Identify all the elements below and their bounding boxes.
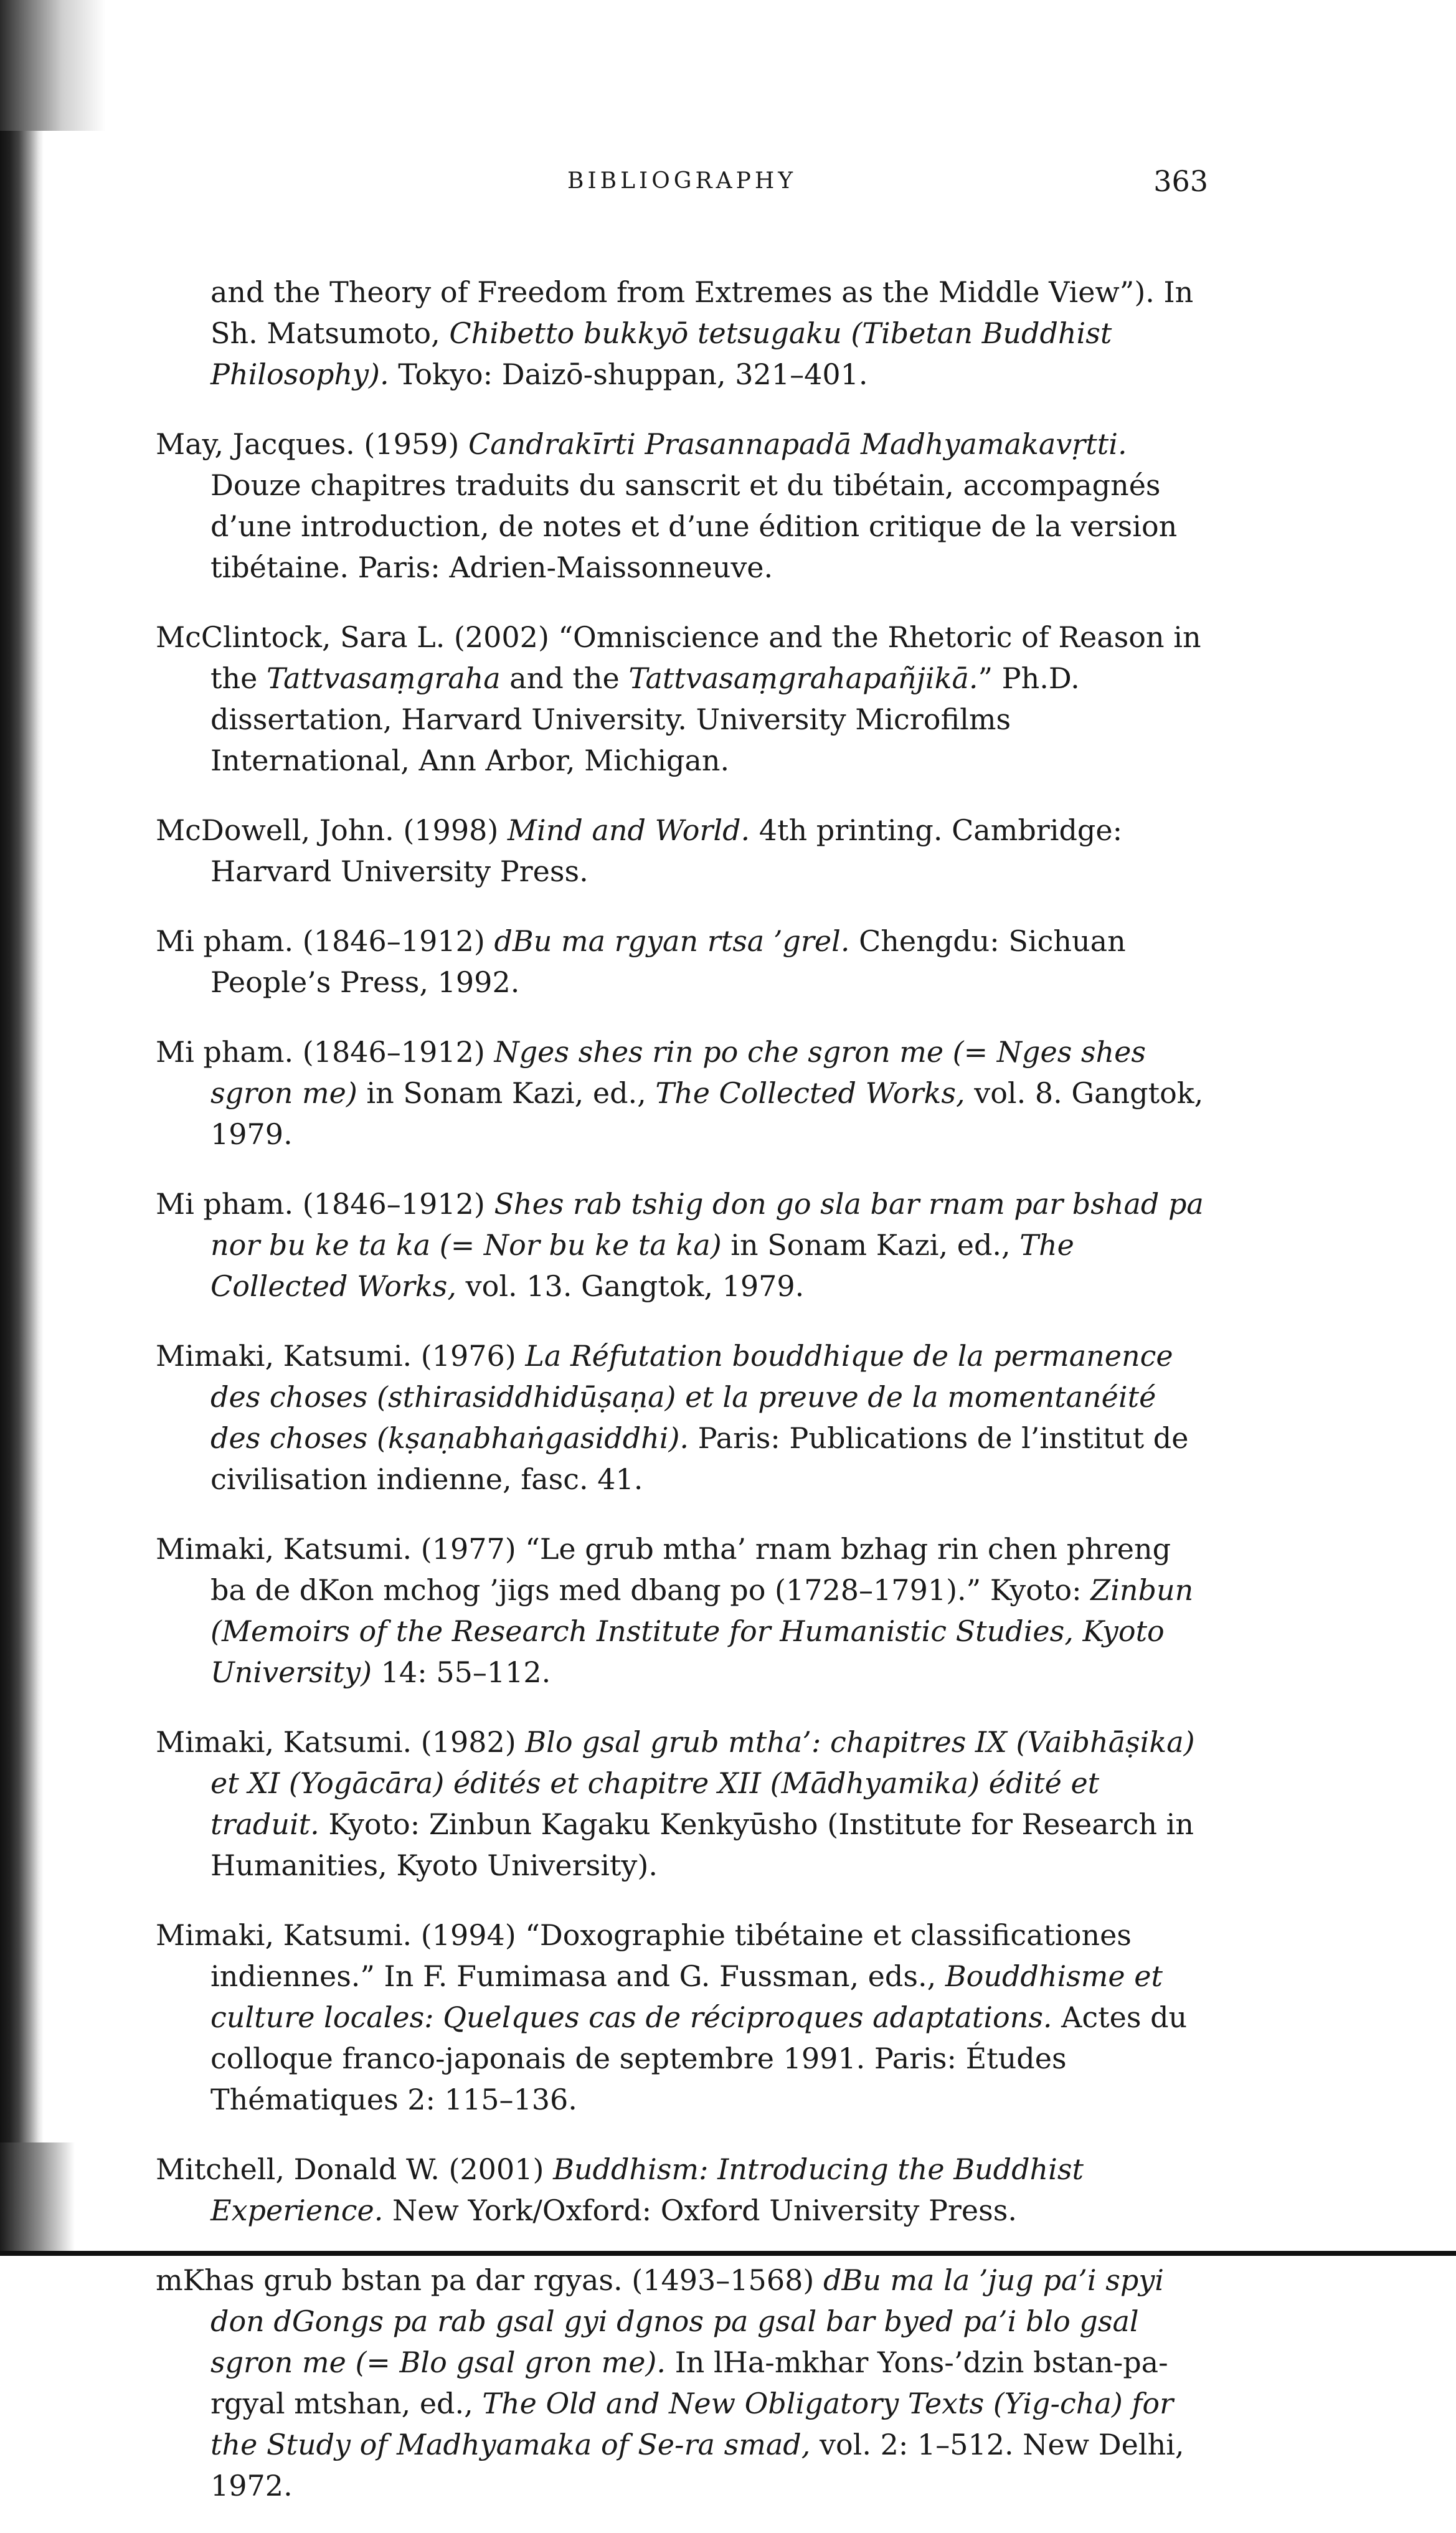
bibliography-entry: McClintock, Sara L. (2002) “Omniscience and the Rhetoric of Reason in the Tattvasaṃgraha and the Tattvasaṃgrahapañjikā.” Ph.D. dissertation, Harvard University. University Microfilms International, Ann Arbor, Michigan. — [156, 620, 1201, 777]
bibliography-entry: McDowell, John. (1998) Mind and World. 4th printing. Cambridge: Harvard University Press. — [156, 813, 1123, 888]
bibliography-entry: May, Jacques. (1959) Candrakīrti Prasannapadā Madhyamakavṛtti. Douze chapitres traduits du sanscrit et du tibétain, accompagnés d’une introduction, de notes et d’une édition critique de la version tibétaine. Paris: Adrien-Maissonneuve. — [156, 427, 1178, 584]
book-spine-shadow — [0, 0, 44, 2256]
bibliography-entry: Mitchell, Donald W. (2001) Buddhism: Introducing the Buddhist Experience. New York/Oxford: Oxford University Press. — [156, 2152, 1084, 2227]
page-header — [156, 163, 1208, 201]
bibliography-entry: Mi pham. (1846–1912) Nges shes rin po che sgron me (= Nges shes sgron me) in Sonam Kazi, ed., The Collected Works, vol. 8. Gangtok, 1979. — [156, 1035, 1204, 1151]
bibliography-entry: Mimaki, Katsumi. (1977) “Le grub mtha’ rnam bzhag rin chen phreng ba de dKon mchog ’jigs med dbang po (1728–1791).” Kyoto: Zinbun (Memoirs of the Research Institute for Humanistic Studies, Kyoto University) 14: 55–112. — [156, 1532, 1194, 1689]
bibliography-entry: mKhas grub bstan pa dar rgyas. (1493–1568) dBu ma la ’jug pa’i spyi don dGongs pa rab gsal gyi dgnos pa gsal bar byed pa’i blo gsal sgron me (= Blo gsal gron me). In lHa-mkhar Yons-’dzin bstan-pa-rgyal mtshan, ed., The Old and New Obligatory Texts (Yig-cha) for the Study of Madhyamaka of Se-ra smad, vol. 2: 1–512. New Delhi, 1972. — [156, 2263, 1184, 2502]
bibliography-entry: and the Theory of Freedom from Extremes as the Middle View”). In Sh. Matsumoto, Chibetto bukkyō tetsugaku (Tibetan Buddhist Philosophy). Tokyo: Daizō-shuppan, 321–401. — [210, 275, 1194, 391]
bibliography-entry: Mi pham. (1846–1912) Shes rab tshig don go sla bar rnam par bshad pa nor bu ke ta ka (= Nor bu ke ta ka) in Sonam Kazi, ed., The Collected Works, vol. 13. Gangtok, 1979. — [156, 1187, 1204, 1303]
page-number: 363 — [1153, 164, 1208, 198]
running-title: BIBLIOGRAPHY — [567, 168, 797, 194]
bibliography-entry: Mimaki, Katsumi. (1994) “Doxographie tibétaine et classificationes indiennes.” In F. Fumimasa and G. Fussman, eds., Bouddhisme et culture locales: Quelques cas de réciproques adaptations. Actes du colloque franco-japonais de septembre 1991. Paris: Études Thématiques 2: 115–136. — [156, 1918, 1188, 2116]
bibliography-entry: Mimaki, Katsumi. (1976) La Réfutation bouddhique de la permanence des choses (sthirasiddhidūṣaṇa) et la preuve de la momentanéité des choses (kṣaṇabhaṅgasiddhi). Paris: Publications de l’institut de civilisation indienne, fasc. 41. — [156, 1339, 1189, 1496]
book-spine-shadow-top — [0, 0, 106, 131]
bibliography-list — [156, 243, 1208, 2533]
book-spine-shadow-bottom — [0, 2142, 75, 2256]
bibliography-entry: Mi pham. (1846–1912) dBu ma rgyan rtsa ’grel. Chengdu: Sichuan People’s Press, 1992. — [156, 924, 1126, 999]
bibliography-entry: Mimaki, Katsumi. (1982) Blo gsal grub mtha’: chapitres IX (Vaibhāṣika) et XI (Yogācāra) édités et chapitre XII (Mādhyamika) édité et traduit. Kyoto: Zinbun Kagaku Kenkyūsho (Institute for Research in Humanities, Kyoto University). — [156, 1725, 1195, 1882]
